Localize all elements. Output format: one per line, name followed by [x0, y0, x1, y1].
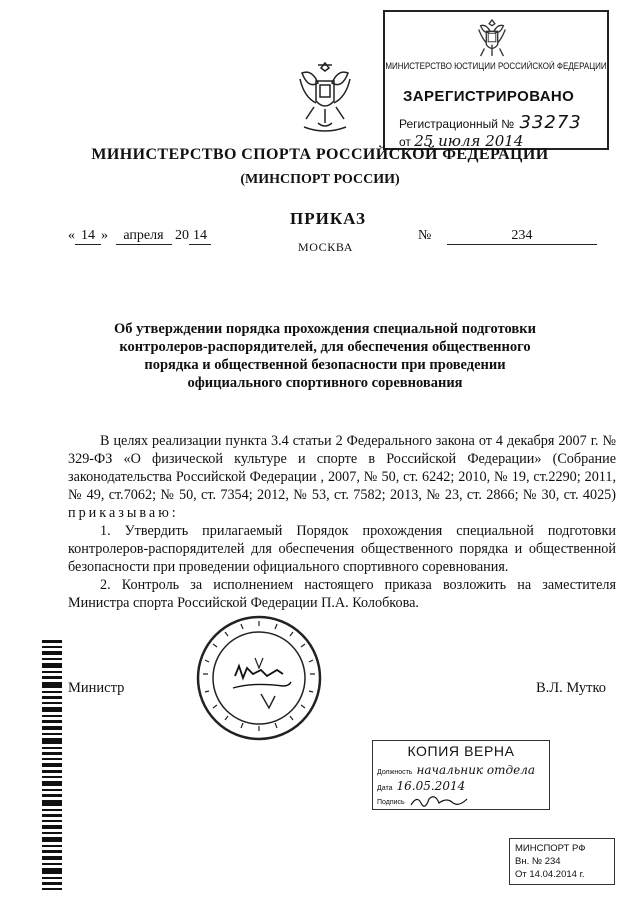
order-body	[68, 432, 616, 612]
inbox-line-1: МИНСПОРТ РФ	[515, 843, 586, 854]
preamble-text: В целях реализации пункта 3.4 статьи 2 Федерального закона от 4 декабря 2007 г. № 329-ФЗ «О физической культуре и спорте в Российской Федерации» (Собрание законодательства Российской Федерации , 2007, № 50, ст. 6242; 2010, № 19, ст.2290; 2011, № 49, ст.7062; № 50, ст. 7354; 2012, № 53, ст. 7582; 2013, № 23, ст. 2866; № 30, ст. 4025)	[68, 433, 616, 503]
paragraph-item-2: 2. Контроль за исполнением настоящего приказа возложить на заместителя Министра спорта Российской Федерации П.А. Колобкова.	[68, 577, 616, 611]
copy-certified-stamp	[372, 740, 550, 810]
document-type: ПРИКАЗ	[290, 209, 366, 228]
signatory-name: В.Л. Мутко	[536, 680, 607, 696]
order-number: 234	[447, 228, 597, 245]
stamp-ministry: МИНИСТЕРСТВО ЮСТИЦИИ РОССИЙСКОЙ ФЕДЕРАЦИИ	[385, 61, 607, 72]
order-date: « 14 » апреля 20 14	[68, 228, 211, 245]
inbox-line-3: От 14.04.2014 г.	[515, 869, 585, 880]
copy-position-label: Должность	[377, 769, 413, 776]
copy-signature-row	[377, 795, 477, 809]
stamp-reg-number-line	[399, 112, 582, 133]
paragraph-item-1: 1. Утвердить прилагаемый Порядок прохождения специальной подготовки контролеров-распорядителей для обеспечения общественного порядка и общественной безопасности при проведении официального спортивного соревнования.	[68, 523, 616, 575]
copy-position-row	[377, 763, 535, 777]
paragraph-preamble	[68, 432, 616, 522]
order-year-suffix: 14	[189, 228, 211, 245]
order-number-line	[418, 228, 597, 245]
copy-signature-label: Подпись	[377, 798, 405, 806]
copy-date-row	[377, 779, 465, 793]
stamp-reg-number: 33273	[519, 112, 582, 133]
copy-date-value: 16.05.2014	[396, 779, 466, 793]
inbox-line-2: Вн. № 234	[515, 856, 561, 867]
barcode-icon	[42, 640, 62, 890]
stamp-status: ЗАРЕГИСТРИРОВАНО	[403, 88, 575, 105]
stamp-date-prefix: от	[399, 135, 411, 149]
order-day: 14	[75, 228, 101, 245]
ministry-name: МИНИСТЕРСТВО СПОРТА РОССИЙСКОЙ ФЕДЕРАЦИИ	[91, 146, 549, 163]
coat-of-arms-icon	[296, 57, 354, 139]
copy-position-value: начальник отдела	[416, 763, 536, 777]
city: МОСКВА	[298, 240, 354, 254]
signatory-position: Министр	[68, 680, 125, 696]
copy-stamp-title: КОПИЯ ВЕРНА	[407, 743, 515, 759]
copy-date-label: Дата	[377, 785, 393, 792]
order-word: приказываю:	[68, 505, 179, 521]
stamp-date: 25 июля 2014	[414, 132, 524, 150]
official-seal-icon	[195, 614, 323, 742]
order-title: Об утверждении порядка прохождения специальной подготовки контролеров-распорядителей, для обеспечения общественного порядка и общественной безопасности при проведении официального спортивного соревнования	[114, 321, 536, 391]
ministry-short-name: (МИНСПОРТ РОССИИ)	[240, 172, 400, 187]
order-year-prefix: 20	[175, 228, 189, 243]
order-number-label: №	[418, 228, 432, 243]
eagle-emblem-icon	[473, 16, 511, 60]
handwritten-signature-icon	[407, 795, 477, 809]
incoming-registration-stamp	[509, 838, 615, 885]
registration-stamp	[383, 10, 609, 150]
stamp-reg-label: Регистрационный №	[399, 117, 515, 131]
order-month: апреля	[116, 228, 172, 245]
